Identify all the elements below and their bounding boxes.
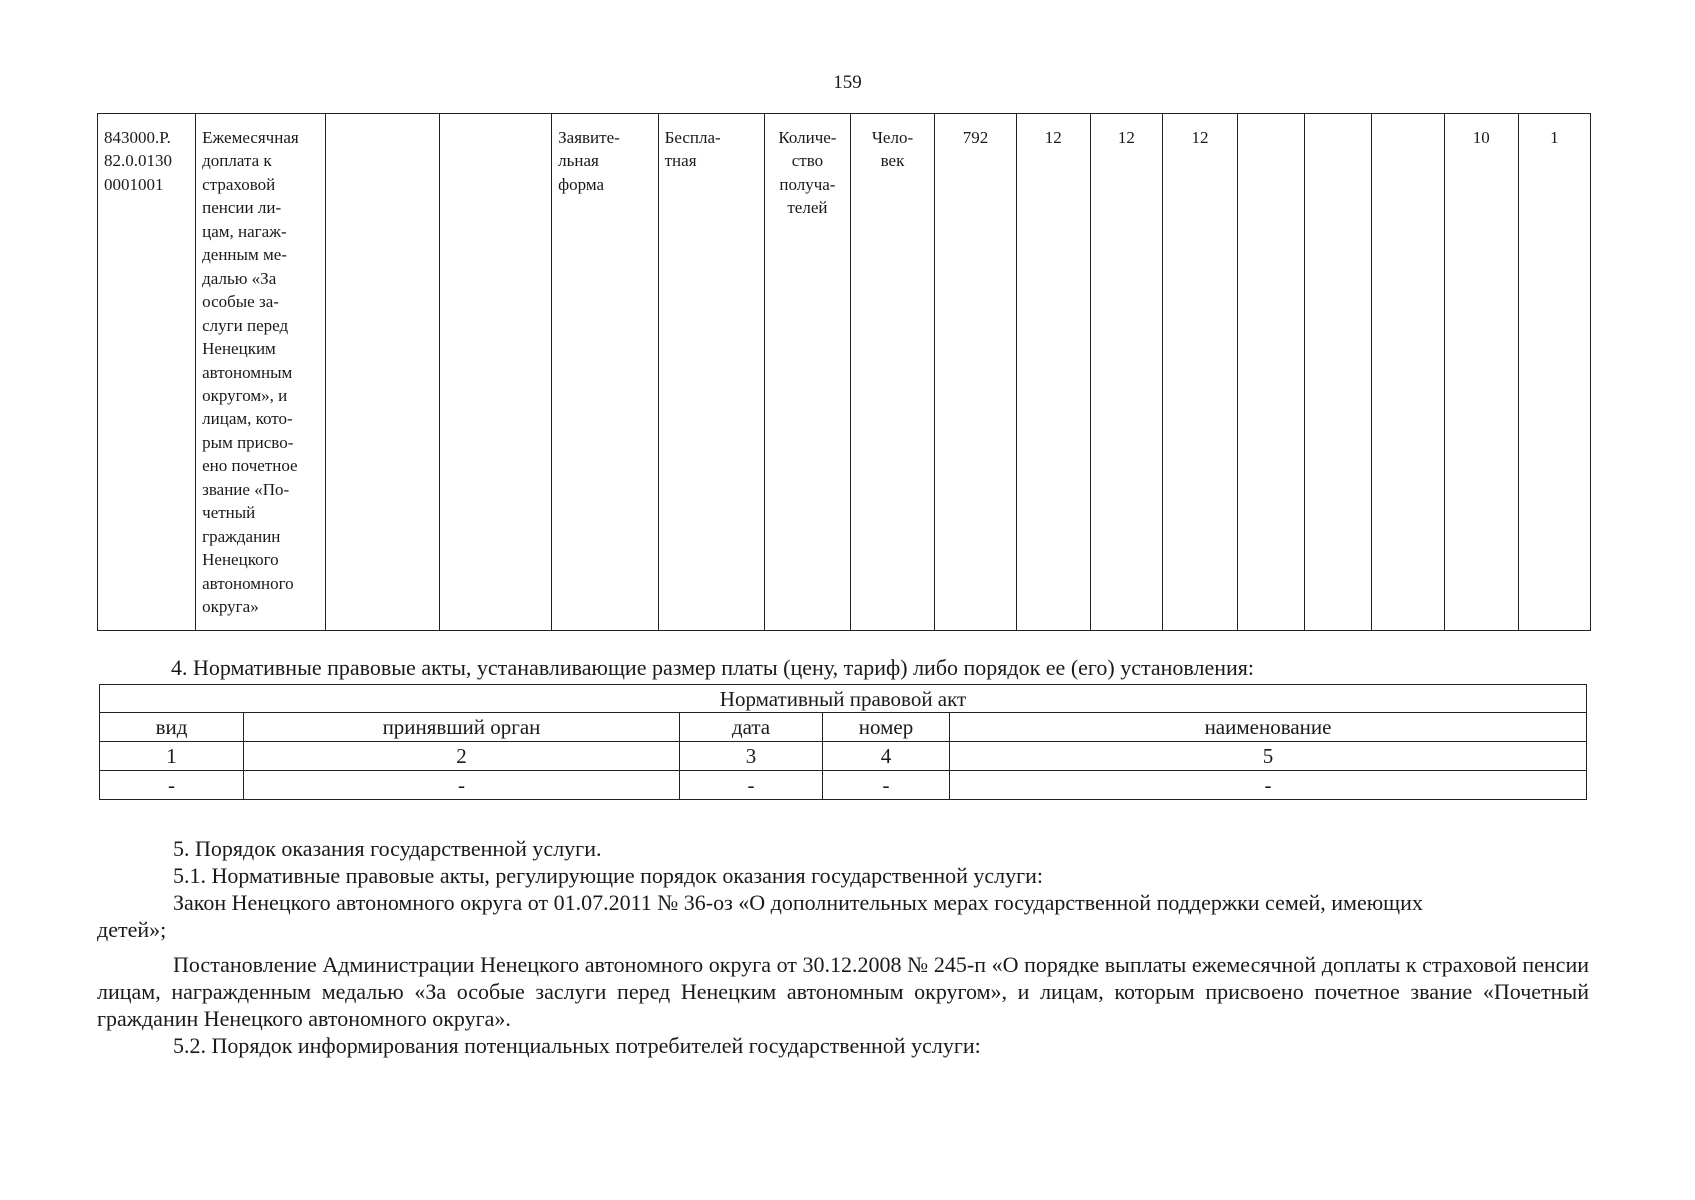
value-cell: 12 xyxy=(1016,114,1090,631)
table-cell: - xyxy=(950,771,1587,800)
deviation-absolute-cell: 1 xyxy=(1518,114,1590,631)
service-name-line: денным ме- xyxy=(202,245,287,265)
service-name-line: ено почетное xyxy=(202,456,298,476)
column-header: наименование xyxy=(950,713,1587,742)
service-payment-cell xyxy=(658,114,764,631)
service-form-line: форма xyxy=(558,174,605,194)
section-5-2-title: 5.2. Порядок информирования потенциальных потребителей государственной услуги: xyxy=(173,1033,981,1058)
column-number: 1 xyxy=(100,742,244,771)
service-form-cell xyxy=(552,114,658,631)
service-name-line: гражданин xyxy=(202,526,281,546)
table-cell: - xyxy=(244,771,680,800)
service-name-line: доплата к xyxy=(202,151,272,171)
service-name-line: далью «За xyxy=(202,268,277,288)
service-payment-line: Бесплa- xyxy=(664,128,721,147)
indicator-line: телей xyxy=(787,198,828,218)
service-name-line: слуги перед xyxy=(202,315,289,335)
service-code-line: 843000.Р. xyxy=(104,128,171,147)
column-number: 4 xyxy=(823,742,950,771)
law-reference-continuation: детей»; xyxy=(97,917,167,942)
legal-acts-numbers-row xyxy=(100,742,1587,771)
empty-cell xyxy=(1304,114,1371,631)
service-name-line: четный xyxy=(202,503,256,523)
unit-line: Чело- xyxy=(871,128,914,147)
column-header: дата xyxy=(680,713,823,742)
empty-cell xyxy=(325,114,440,631)
service-name-line: Ежемесячная xyxy=(202,128,299,147)
indicator-cell xyxy=(765,114,851,631)
service-name-line: особые за- xyxy=(202,292,279,312)
legal-acts-data-row xyxy=(100,771,1587,800)
column-header: принявший орган xyxy=(244,713,680,742)
section-5-1-title: 5.1. Нормативные правовые акты, регулирующие порядок оказания государственной услуги: xyxy=(173,863,1044,888)
page-number: 159 xyxy=(833,72,862,93)
section-4-title: 4. Нормативные правовые акты, устанавливающие размер платы (цену, тариф) либо порядок ее (его) установления: xyxy=(171,655,1255,680)
deviation-percent-cell: 10 xyxy=(1444,114,1518,631)
column-header: вид xyxy=(100,713,244,742)
service-name-line: лицам, кото- xyxy=(202,409,293,429)
section-5-title: 5. Порядок оказания государственной услуги. xyxy=(173,836,602,861)
column-number: 5 xyxy=(950,742,1587,771)
service-code-line: 82.0.0130 xyxy=(104,151,172,171)
service-name-line: цам, нагаж- xyxy=(202,221,287,241)
unit-line: век xyxy=(880,151,905,171)
service-code-cell xyxy=(98,114,196,631)
table-cell: - xyxy=(100,771,244,800)
unit-cell xyxy=(850,114,935,631)
indicator-line: Количе- xyxy=(778,128,837,147)
service-row xyxy=(98,114,1591,631)
legal-acts-header-row xyxy=(100,685,1587,713)
value-cell: 12 xyxy=(1090,114,1162,631)
service-payment-line: тная xyxy=(664,151,697,171)
empty-cell xyxy=(440,114,552,631)
service-name-line: рым присво- xyxy=(202,432,294,452)
legal-acts-table xyxy=(99,684,1587,800)
okei-code-cell: 792 xyxy=(935,114,1016,631)
value-cell: 12 xyxy=(1162,114,1237,631)
indicator-line: ство xyxy=(791,151,824,171)
service-name-line: автономного xyxy=(202,573,294,593)
decree-reference: Постановление Администрации Ненецкого автономного округа от 30.12.2008 № 245-п «О порядке выплаты ежемесячной доплаты к страховой пенсии лицам, награжденным медалью «За особые заслуги перед Ненецким автономным округом», и лицам, которым присвоено почетное звание «Почетный гражданин Ненецкого автономного округа». xyxy=(97,952,1589,1031)
service-name-cell xyxy=(196,114,325,631)
service-name-line: округом», и xyxy=(202,385,288,405)
empty-cell xyxy=(1371,114,1444,631)
section-5 xyxy=(97,835,1589,1059)
table-cell: - xyxy=(823,771,950,800)
service-name-line: Ненецким xyxy=(202,339,276,359)
law-reference-line: Закон Ненецкого автономного округа от 01.07.2011 № 36-оз «О дополнительных мерах государственной поддержки семей, имеющих xyxy=(173,890,1423,915)
service-code-line: 0001001 xyxy=(104,174,164,194)
service-table xyxy=(97,113,1591,631)
service-name-line: округа» xyxy=(202,597,259,617)
indicator-line: получа- xyxy=(779,174,836,194)
service-form-line: Заявите- xyxy=(558,128,620,147)
column-number: 2 xyxy=(244,742,680,771)
service-name-line: страховой xyxy=(202,174,276,194)
column-header: номер xyxy=(823,713,950,742)
service-name-line: Ненецкого xyxy=(202,550,279,570)
service-name-line: автономным xyxy=(202,362,293,382)
empty-cell xyxy=(1238,114,1305,631)
service-name-line: звание «По- xyxy=(202,479,290,499)
column-number: 3 xyxy=(680,742,823,771)
legal-acts-header: Нормативный правовой акт xyxy=(100,685,1587,713)
table-cell: - xyxy=(680,771,823,800)
service-form-line: льная xyxy=(558,151,599,171)
service-name-line: пенсии ли- xyxy=(202,198,282,218)
legal-acts-columns-row xyxy=(100,713,1587,742)
